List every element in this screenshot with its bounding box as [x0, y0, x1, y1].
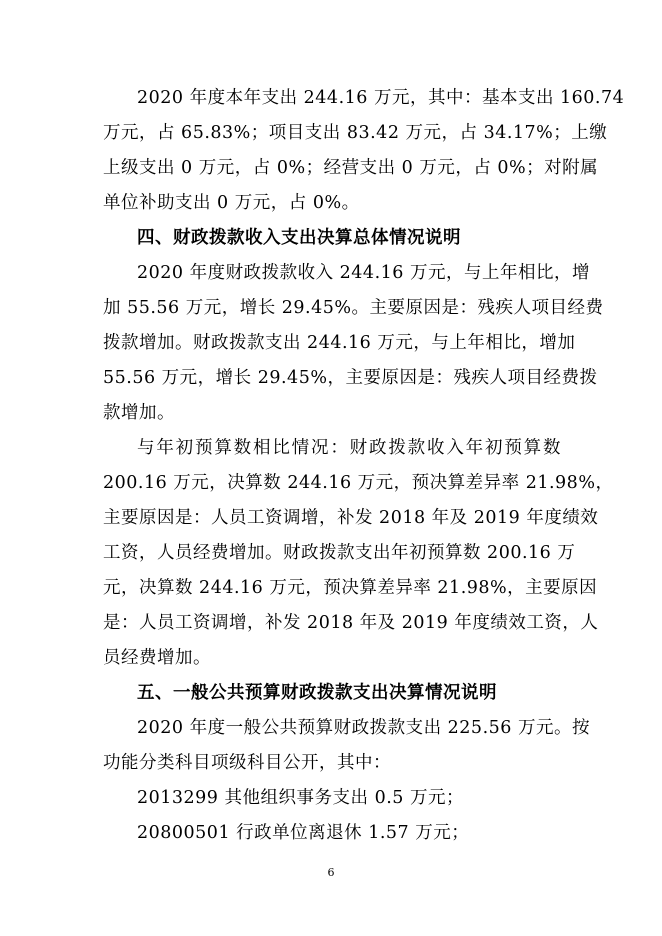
s5-p1-line-1: 2020 年度一般公共预算财政拨款支出 225.56 万元。按: [137, 718, 590, 738]
s4-p1-line-5: 款增加。: [103, 403, 175, 423]
s4-p2-line-5: 元，决算数 244.16 万元，预决算差异率 21.98%，主要原因: [103, 578, 598, 598]
s5-item-2: 20800501 行政单位离退休 1.57 万元；: [137, 823, 470, 843]
expenditure-line-3: 上级支出 0 万元，占 0%；经营支出 0 万元，占 0%；对附属: [103, 158, 599, 178]
section-four-heading: 四、财政拨款收入支出决算总体情况说明: [137, 228, 461, 248]
s4-p1-line-3: 拨款增加。财政拨款支出 244.16 万元，与上年相比，增加: [103, 333, 576, 353]
s4-p2-line-2: 200.16 万元，决算数 244.16 万元，预决算差异率 21.98%，: [103, 473, 614, 493]
expenditure-line-1: 2020 年度本年支出 244.16 万元，其中：基本支出 160.74: [137, 88, 625, 108]
s4-p2-line-4: 工资，人员经费增加。财政拨款支出年初预算数 200.16 万: [103, 543, 576, 563]
s4-p1-line-1: 2020 年度财政拨款收入 244.16 万元，与上年相比，增: [137, 263, 590, 283]
expenditure-line-2: 万元，占 65.83%；项目支出 83.42 万元，占 34.17%；上缴: [103, 123, 608, 143]
s4-p2-line-7: 员经费增加。: [103, 648, 211, 668]
s4-p2-line-3: 主要原因是：人员工资调增，补发 2018 年及 2019 年度绩效: [103, 508, 599, 528]
page-number: 6: [327, 866, 335, 879]
s5-item-1: 2013299 其他组织事务支出 0.5 万元；: [137, 788, 464, 808]
s4-p2-line-6: 是：人员工资调增，补发 2018 年及 2019 年度绩效工资，人: [103, 613, 599, 633]
s5-p1-line-2: 功能分类科目项级科目公开，其中：: [103, 753, 391, 773]
expenditure-line-4: 单位补助支出 0 万元，占 0%。: [103, 193, 360, 213]
section-five-heading: 五、一般公共预算财政拨款支出决算情况说明: [137, 683, 497, 703]
s4-p1-line-2: 加 55.56 万元，增长 29.45%。主要原因是：残疾人项目经费: [103, 298, 604, 318]
s4-p2-line-1: 与年初预算数相比情况：财政拨款收入年初预算数: [137, 438, 561, 458]
s4-p1-line-4: 55.56 万元，增长 29.45%，主要原因是：残疾人项目经费拨: [103, 368, 598, 388]
